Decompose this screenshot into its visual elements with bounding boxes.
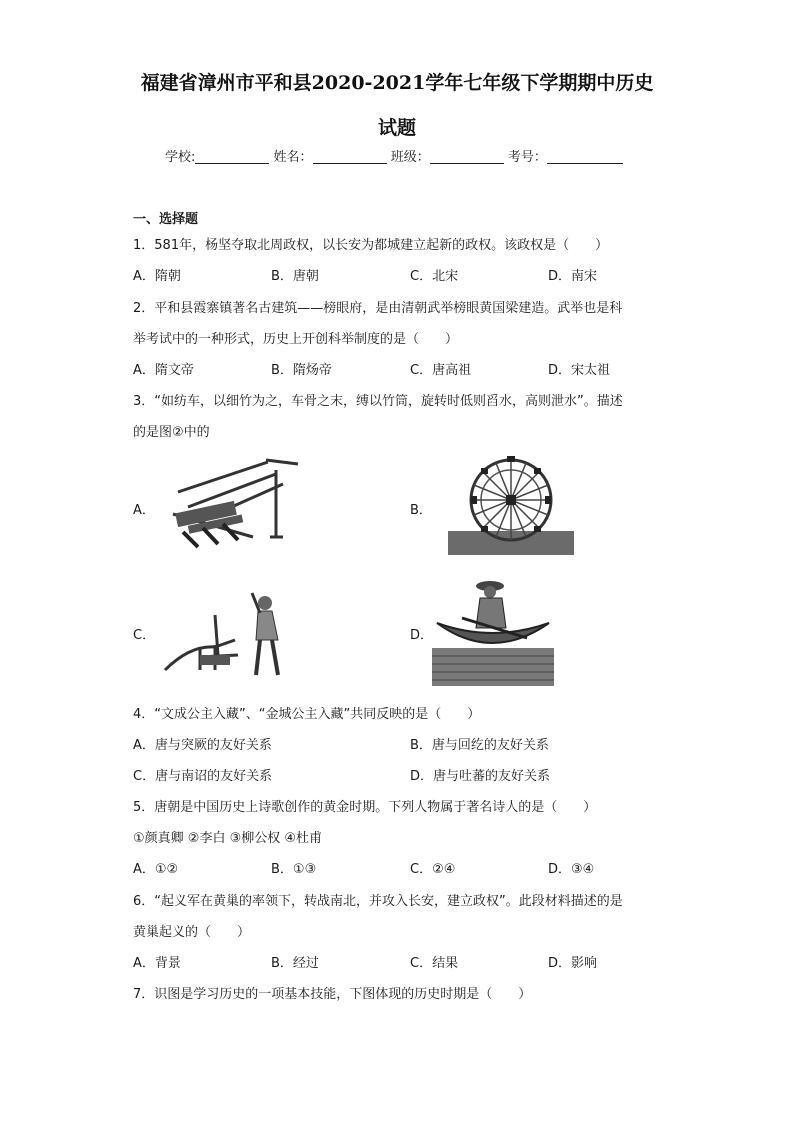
q2-option-b[interactable]: B．隋炀帝 [271, 363, 332, 378]
q5-option-c[interactable]: C．②④ [410, 862, 456, 877]
dragon-bone-waterwheel-image [158, 452, 308, 560]
q1-option-b[interactable]: B．唐朝 [271, 269, 319, 284]
number-label: 考号： [507, 150, 547, 165]
q2-stem-line1: 2．平和县霞寨镇著名古建筑——榜眼府，是由清朝武举榜眼黄国梁建造。武举也是科 [133, 301, 623, 316]
school-label: 学校: [165, 150, 196, 165]
q1-option-d[interactable]: D．南宋 [548, 269, 598, 284]
school-blank[interactable] [195, 148, 269, 164]
exam-title-line2: 试题 [377, 117, 416, 139]
q6-stem-line1: 6．“起义军在黄巢的率领下，转战南北，并攻入长安，建立政权”。此段材料描述的是 [133, 894, 623, 909]
q6-option-a[interactable]: A．背景 [133, 956, 181, 971]
q4-option-d[interactable]: D．唐与吐蕃的友好关系 [410, 769, 551, 784]
number-blank[interactable] [547, 148, 623, 164]
q6-option-c[interactable]: C．结果 [410, 956, 459, 971]
q3-option-c[interactable]: C． [133, 628, 156, 643]
q5-stem: 5．唐朝是中国历史上诗歌创作的黄金时期。下列人物属于著名诗人的是（ ） [133, 800, 597, 815]
q1-option-c[interactable]: C．北宋 [410, 269, 459, 284]
farmer-plow-image [160, 585, 300, 685]
q2-option-d[interactable]: D．宋太祖 [548, 363, 611, 378]
boatman-image [432, 578, 554, 686]
q4-option-b[interactable]: B．唐与回纥的友好关系 [410, 738, 549, 753]
section-heading: 一、选择题 [133, 212, 199, 227]
q3-option-b[interactable]: B． [410, 503, 432, 518]
q1-stem: 1．581年，杨坚夺取北周政权，以长安为都城建立起新的政权。该政权是（ ） [133, 238, 609, 253]
name-label: 姓名： [273, 150, 313, 165]
q3-stem-line1: 3．“如纺车，以细竹为之，车骨之末，缚以竹筒，旋转时低则舀水，高则泄水”。描述 [133, 394, 623, 409]
q2-stem-line2: 举考试中的一种形式，历史上开创科举制度的是（ ） [133, 332, 459, 347]
q7-stem: 7．识图是学习历史的一项基本技能，下图体现的历史时期是（ ） [133, 987, 532, 1002]
tongche-waterwheel-image [446, 455, 576, 557]
q6-stem-line2: 黄巢起义的（ ） [133, 925, 251, 940]
name-blank[interactable] [313, 148, 387, 164]
q5-option-a[interactable]: A．①② [133, 862, 179, 877]
q6-option-b[interactable]: B．经过 [271, 956, 319, 971]
q1-option-a[interactable]: A．隋朝 [133, 269, 181, 284]
exam-title-line1: 福建省漳州市平和县2020-2021学年七年级下学期期中历史 [140, 72, 654, 94]
q4-option-c[interactable]: C．唐与南诏的友好关系 [133, 769, 273, 784]
q5-option-b[interactable]: B．①③ [271, 862, 317, 877]
class-blank[interactable] [430, 148, 504, 164]
q5-items: ①颜真卿 ②李白 ③柳公权 ④杜甫 [133, 831, 323, 846]
q2-option-c[interactable]: C．唐高祖 [410, 363, 472, 378]
q6-option-d[interactable]: D．影响 [548, 956, 598, 971]
q4-stem: 4．“文成公主入藏”、“金城公主入藏”共同反映的是（ ） [133, 707, 481, 722]
q2-option-a[interactable]: A．隋文帝 [133, 363, 194, 378]
q4-option-a[interactable]: A．唐与突厥的友好关系 [133, 738, 272, 753]
q3-option-a[interactable]: A． [133, 503, 155, 518]
q3-stem-line2: 的是图②中的 [133, 425, 210, 440]
q3-option-d[interactable]: D． [410, 628, 434, 643]
q5-option-d[interactable]: D．③④ [548, 862, 595, 877]
student-info-row [165, 146, 623, 165]
class-label: 班级： [390, 150, 430, 165]
